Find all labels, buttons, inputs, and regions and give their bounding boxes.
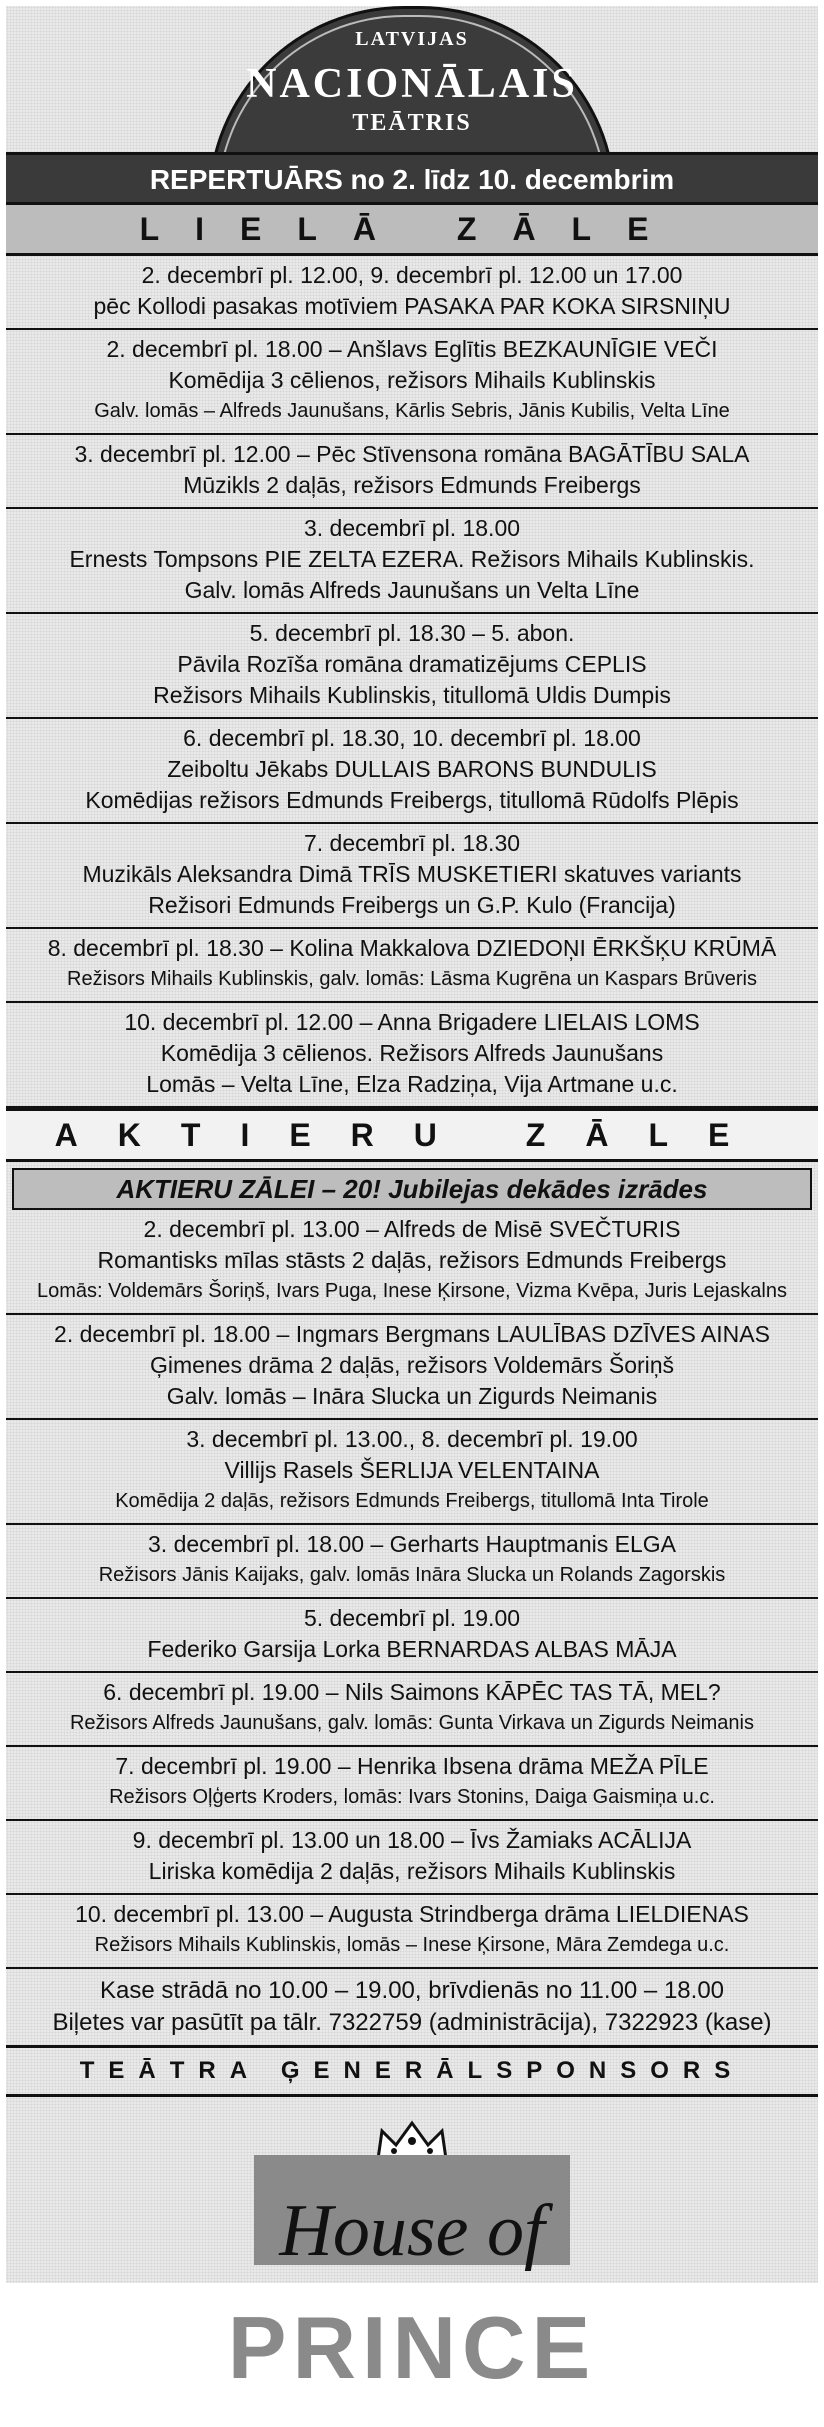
header-nacionalais: NACIONĀLAIS — [246, 61, 578, 107]
performance-line: Zeiboltu Jēkabs DULLAIS BARONS BUNDULIS — [167, 756, 657, 782]
box-office-info — [6, 1969, 818, 2048]
performance-line: Ernests Tompsons PIE ZELTA EZERA. Režisors Mihails Kublinskis. — [69, 546, 755, 572]
performance-entry — [6, 1210, 818, 1315]
performance-line: Federiko Garsija Lorka BERNARDAS ALBAS MĀJA — [147, 1636, 677, 1662]
liela-zale-list — [6, 256, 818, 1108]
performance-entry — [6, 1673, 818, 1747]
aktieru-zale-list — [6, 1210, 818, 1969]
performance-line: 3. decembrī pl. 18.00 — [303, 515, 521, 541]
performance-line: Villijs Rasels ŠERLIJA VELENTAINA — [224, 1457, 600, 1483]
performance-entry — [6, 1821, 818, 1895]
performance-line: Lomās – Velta Līne, Elza Radziņa, Vija Artmane u.c. — [146, 1071, 678, 1097]
performance-entry — [6, 824, 818, 929]
performance-line: 5. decembrī pl. 18.30 – 5. abon. — [249, 620, 575, 646]
section-title-liela-zale: LIELĀ ZĀLE — [6, 202, 818, 256]
performance-line: Režisors Alfreds Jaunušans, galv. lomās: Gunta Virkava un Zigurds Neimanis — [69, 1712, 754, 1734]
performance-entry — [6, 509, 818, 614]
performance-line: Galv. lomās – Alfreds Jaunušans, Kārlis Sebris, Jānis Kubilis, Velta Līne — [94, 400, 730, 422]
sponsor-logo — [6, 2097, 818, 2427]
performance-line: Komēdija 2 daļās, režisors Edmunds Freibergs, titullomā Inta Tirole — [115, 1490, 709, 1512]
performance-entry — [6, 719, 818, 824]
performance-entry — [6, 330, 818, 435]
performance-line: 7. decembrī pl. 19.00 – Henrika Ibsena drāma MEŽA PĪLE — [115, 1753, 709, 1779]
performance-line: Režisors Oļģerts Kroders, lomās: Ivars Stonins, Daiga Gaismiņa u.c. — [109, 1786, 715, 1808]
performance-line: Komēdijas režisors Edmunds Freibergs, titullomā Rūdolfs Plēpis — [85, 787, 739, 813]
performance-line: Komēdija 3 cēlienos, režisors Mihails Kublinskis — [168, 367, 656, 393]
performance-line: Režisors Jānis Kaijaks, galv. lomās Ināra Slucka un Rolands Zagorskis — [98, 1564, 726, 1586]
performance-line: Režisors Mihails Kublinskis, galv. lomās: Lāsma Kugrēna un Kaspars Brūveris — [67, 968, 757, 990]
performance-entry — [6, 1525, 818, 1599]
performance-line: 2. decembrī pl. 18.00 – Anšlavs Eglītis BEZKAUNĪGIE VEČI — [106, 336, 718, 362]
performance-line: Režisori Edmunds Freibergs un G.P. Kulo (Francija) — [148, 892, 676, 918]
performance-line: Mūzikls 2 daļās, režisors Edmunds Freibergs — [183, 472, 641, 498]
performance-line: Pāvila Rozīša romāna dramatizējums CEPLIS — [177, 651, 647, 677]
performance-entry — [6, 1003, 818, 1108]
performance-line: pēc Kollodi pasakas motīviem PASAKA PAR KOKA SIRSNIŅU — [93, 293, 731, 319]
performance-line: 10. decembrī pl. 13.00 – Augusta Strindberga drāma LIELDIENAS — [75, 1901, 749, 1927]
performance-entry — [6, 929, 818, 1003]
performance-entry — [6, 1895, 818, 1969]
section-title-aktieru-zale: AKTIERU ZĀLE — [6, 1108, 818, 1162]
header-latvijas: LATVIJAS — [355, 28, 469, 50]
performance-line: Ģimenes drāma 2 daļās, režisors Voldemārs Šoriņš — [149, 1352, 675, 1378]
performance-line: 9. decembrī pl. 13.00 un 18.00 – Īvs Žamiaks ACĀLIJA — [132, 1827, 692, 1853]
performance-line: Režisors Mihails Kublinskis, lomās – Inese Ķirsone, Māra Zemdega u.c. — [94, 1934, 730, 1956]
ticket-phone: Biļetes var pasūtīt pa tālr. 7322759 (administrācija), 7322923 (kase) — [52, 2009, 772, 2036]
performance-line: 6. decembrī pl. 19.00 – Nils Saimons KĀPĒC TAS TĀ, MEL? — [103, 1679, 721, 1705]
box-office-hours: Kase strādā no 10.00 – 19.00, brīvdienās no 11.00 – 18.00 — [99, 1977, 725, 2004]
performance-line: 2. decembrī pl. 13.00 – Alfreds de Misē SVEČTURIS — [143, 1216, 681, 1242]
performance-entry — [6, 1599, 818, 1673]
performance-line: 8. decembrī pl. 18.30 – Kolina Makkalova DZIEDOŅI ĒRKŠĶU KRŪMĀ — [47, 935, 777, 961]
performance-line: 7. decembrī pl. 18.30 — [303, 830, 521, 856]
performance-line: Galv. lomās Alfreds Jaunušans un Velta Līne — [184, 577, 640, 603]
performance-line: Liriska komēdija 2 daļās, režisors Mihails Kublinskis — [148, 1858, 676, 1884]
performance-line: 2. decembrī pl. 12.00, 9. decembrī pl. 12.00 un 17.00 — [141, 262, 683, 288]
performance-line: Lomās: Voldemārs Šoriņš, Ivars Puga, Inese Ķirsone, Vizma Kvēpa, Juris Lejaskalns — [37, 1280, 787, 1302]
theatre-ad — [6, 6, 818, 2397]
performance-line: Romantisks mīlas stāsts 2 daļās, režisors Edmunds Freibergs — [97, 1247, 727, 1273]
performance-entry — [6, 1315, 818, 1420]
repertoire-banner: REPERTUĀRS no 2. līdz 10. decembrim — [6, 152, 818, 208]
jubilee-subtitle: AKTIERU ZĀLEI – 20! Jubilejas dekādes izrādes — [12, 1168, 812, 1210]
performance-line: Muzikāls Aleksandra Dimā TRĪS MUSKETIERI skatuves variants — [82, 861, 742, 887]
performance-line: 3. decembrī pl. 13.00., 8. decembrī pl. 19.00 — [186, 1426, 638, 1452]
performance-entry — [6, 1747, 818, 1821]
performance-line: Galv. lomās – Ināra Slucka un Zigurds Neimanis — [166, 1383, 658, 1409]
performance-line: Komēdija 3 cēlienos. Režisors Alfreds Jaunušans — [160, 1040, 664, 1066]
sponsor-title: TEĀTRA ĢENERĀLSPONSORS — [6, 2048, 818, 2097]
performance-line: Režisors Mihails Kublinskis, titullomā Uldis Dumpis — [153, 682, 671, 708]
performance-line: 5. decembrī pl. 19.00 — [303, 1605, 521, 1631]
header-teatris: TEĀTRIS — [352, 110, 472, 136]
performance-entry — [6, 614, 818, 719]
header — [6, 6, 818, 202]
performance-line: 3. decembrī pl. 18.00 – Gerharts Hauptmanis ELGA — [148, 1531, 676, 1557]
house-of-logotype: House of — [279, 2190, 545, 2272]
performance-entry — [6, 1420, 818, 1525]
performance-line: 10. decembrī pl. 12.00 – Anna Brigadere LIELAIS LOMS — [124, 1009, 700, 1035]
performance-entry — [6, 435, 818, 509]
performance-line: 2. decembrī pl. 18.00 – Ingmars Bergmans LAULĪBAS DZĪVES AINAS — [54, 1321, 770, 1347]
prince-logotype: PRINCE — [227, 2298, 597, 2397]
performance-line: 3. decembrī pl. 12.00 – Pēc Stīvensona romāna BAGĀTĪBU SALA — [74, 441, 750, 467]
performance-line: 6. decembrī pl. 18.30, 10. decembrī pl. 18.00 — [183, 725, 641, 751]
performance-entry — [6, 256, 818, 330]
